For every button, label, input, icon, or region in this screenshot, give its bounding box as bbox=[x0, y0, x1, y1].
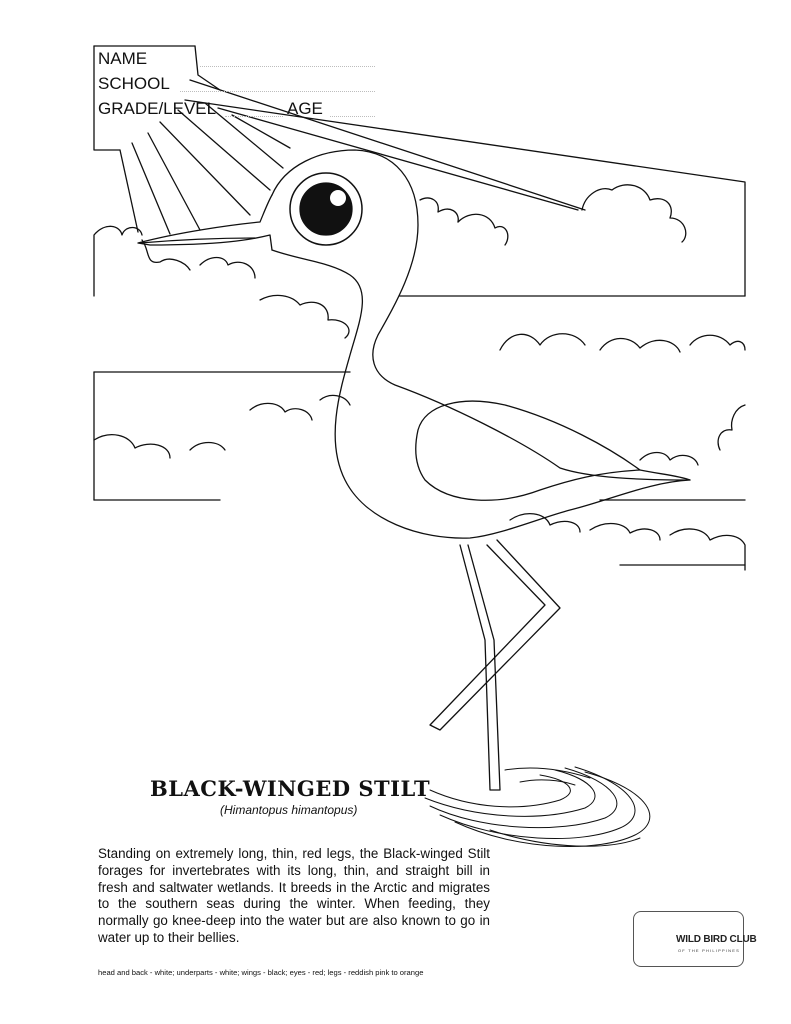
sun-rays bbox=[94, 46, 745, 234]
name-field[interactable] bbox=[200, 66, 375, 67]
species-description: Standing on extremely long, thin, red legs, the Black-winged Stilt forages for invertebrates with its long, thin, and straight bill in fresh and saltwater wetlands. It breeds in the Arctic and migrates to the southern seas during the winter. When feeding, they normally go knee-deep into the water but are also known to go in water up to their bellies. bbox=[98, 846, 490, 945]
coloring-guide: head and back - white; underparts - white; wings - black; eyes - red; legs - reddish pink to orange bbox=[98, 968, 424, 977]
water-ripples bbox=[425, 767, 650, 846]
age-label: AGE bbox=[287, 99, 323, 118]
name-label: NAME bbox=[98, 49, 148, 68]
logo-subtext: OF THE PHILIPPINES bbox=[678, 948, 740, 953]
species-scientific-name: (Himantopus himantopus) bbox=[220, 803, 358, 817]
clouds bbox=[94, 185, 745, 570]
logo-text: WILD BIRD CLUB bbox=[676, 934, 757, 945]
school-label: SCHOOL bbox=[98, 74, 170, 93]
school-field[interactable] bbox=[180, 91, 375, 92]
grade-level-field[interactable] bbox=[225, 116, 283, 117]
eye bbox=[290, 173, 362, 245]
age-field[interactable] bbox=[330, 116, 375, 117]
grade-level-label: GRADE/LEVEL bbox=[98, 99, 217, 118]
wild-bird-club-logo bbox=[633, 911, 757, 967]
bird-outline bbox=[138, 150, 690, 790]
species-common-name: BLACK-WINGED STILT bbox=[150, 776, 431, 801]
